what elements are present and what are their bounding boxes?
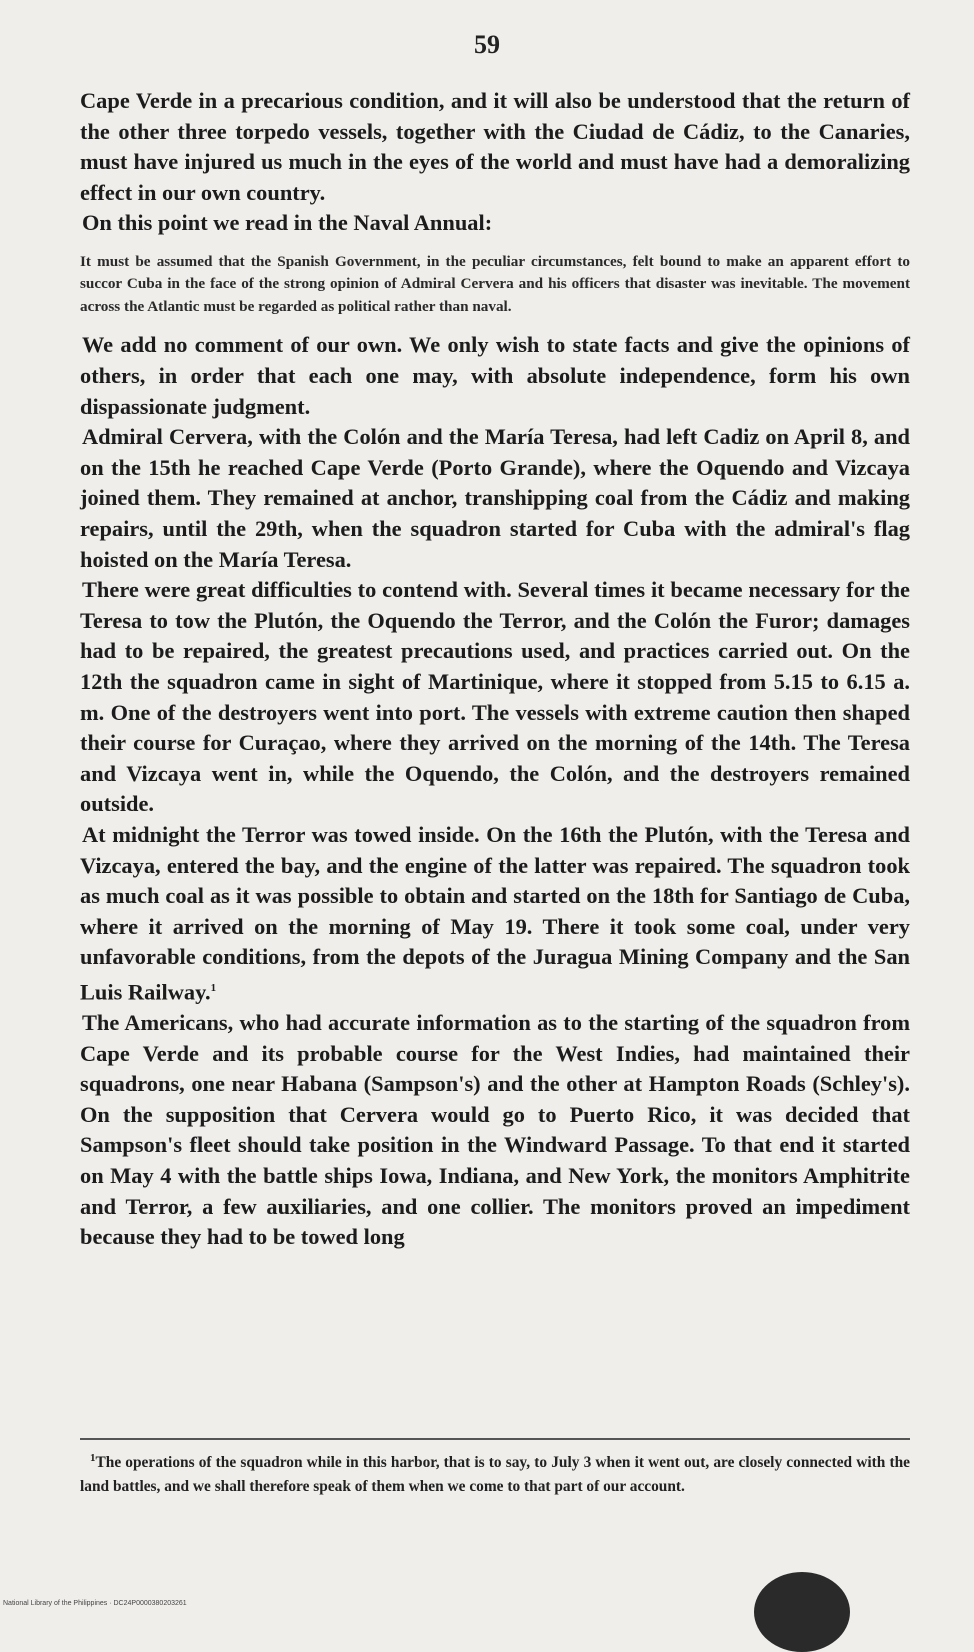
paragraph-4: Admiral Cervera, with the Colón and the María Teresa, had left Cadiz on April 8, and on the 15th he reached Cape Verde (Porto Grande), where the Oquendo and Vizcaya joined them. They remained at anchor, transhipping coal from the Cádiz and making repairs, until the 29th, when the squadron started for Cuba with the admiral's flag hoisted on the María Teresa.: [80, 424, 910, 572]
scan-stamp: National Library of the Philippines · DC24P0000380203261: [3, 1600, 187, 1607]
paragraph-2: On this point we read in the Naval Annual:: [82, 210, 493, 236]
scan-artifact: [754, 1572, 850, 1652]
footnote-reference: 1: [210, 981, 217, 994]
main-text: [80, 86, 910, 1253]
page-number: 59: [474, 30, 500, 59]
footnote-text: The operations of the squadron while in this harbor, that is to say, to July 3 when it went out, are closely connected with the land battles, and we shall therefore speak of them when we come to that part of our account.: [80, 1454, 910, 1496]
paragraph-6: [80, 820, 910, 1008]
paragraph-7: The Americans, who had accurate information as to the starting of the squadron from Cape Verde and its probable course for the West Indies, had maintained their squadrons, one near Habana (Sampson's) and the other at Hampton Roads (Schley's). On the supposition that Cervera would go to Puerto Rico, it was decided that Sampson's fleet should take position in the Windward Passage. To that end it started on May 4 with the battle ships Iowa, Indiana, and New York, the monitors Amphitrite and Terror, a few auxiliaries, and one collier. The monitors proved an impediment because they had to be towed long: [80, 1010, 910, 1250]
footnote-divider: [80, 1438, 910, 1440]
paragraph-6-text: At midnight the Terror was towed inside. On the 16th the Plutón, with the Teresa and Vizcaya, entered the bay, and the engine of the latter was repaired. The squadron took as much coal as it was possible to obtain and started on the 18th for Santiago de Cuba, where it arrived on the morning of May 19. There it took some coal, under very unfavorable conditions, from the depots of the Juragua Mining Company and the San Luis Railway.: [80, 821, 910, 1005]
paragraph-3: We add no comment of our own. We only wish to state facts and give the opinions of others, in order that each one may, with absolute independence, form his own dispassionate judgment.: [80, 332, 910, 419]
paragraph-1: Cape Verde in a precarious condition, and it will also be understood that the return of the other three torpedo vessels, together with the Ciudad de Cádiz, to the Canaries, must have injured us much in the eyes of the world and must have had a demoralizing effect in our own country.: [80, 88, 910, 205]
paragraph-5: There were great difficulties to contend with. Several times it became necessary for the Teresa to tow the Plutón, the Oquendo the Terror, and the Colón the Furor; damages had to be repaired, the greatest precautions used, and practices carried out. On the 12th the squadron came in sight of Martinique, where it stopped from 5.15 to 6.15 a. m. One of the destroyers went into port. The vessels with extreme caution then shaped their course for Curaçao, where they arrived on the morning of the 14th. The Teresa and Vizcaya went in, while the Oquendo, the Colón, and the destroyers remained outside.: [80, 577, 910, 817]
footnote-marker: 1: [90, 1452, 96, 1464]
block-quote: It must be assumed that the Spanish Government, in the peculiar circumstances, felt bound to make an apparent effort to succor Cuba in the face of the strong opinion of Admiral Cervera and his officers that disaster was inevitable. The movement across the Atlantic must be regarded as political rather than naval.: [80, 252, 910, 315]
footnote: [80, 1446, 910, 1499]
